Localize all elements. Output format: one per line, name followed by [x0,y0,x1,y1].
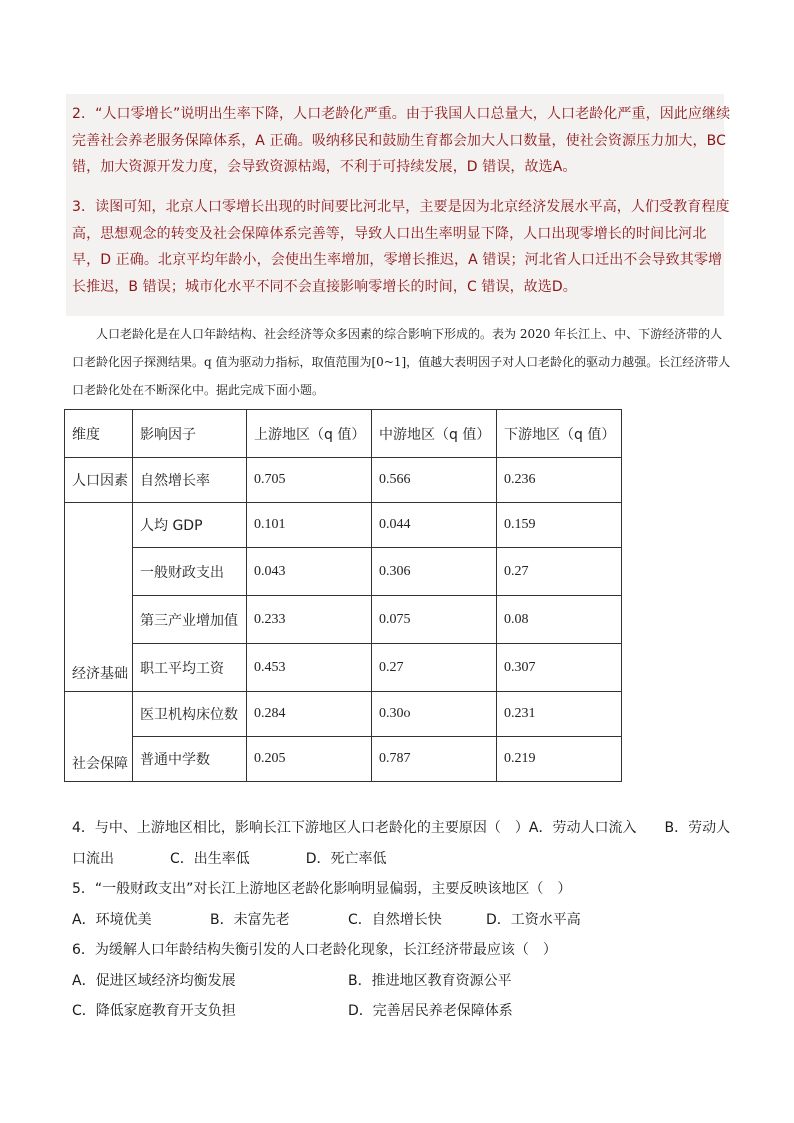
dimension-economy: 经济基础 [65,503,133,692]
option-6b: B．推进地区教育资源公平 [348,972,512,989]
option-4a: A．劳动人口流入 [528,820,637,836]
value-midstream: 0.306 [372,548,497,596]
value-midstream: 0.787 [372,737,497,782]
dimension-social-security: 社会保障 [65,692,133,782]
table-row [65,548,622,596]
value-downstream: 0.159 [497,503,622,548]
option-6c: C．降低家庭教育开支负担 [72,1003,236,1019]
aging-factor-table [64,409,622,782]
factor-cell: 第三产业增加值 [133,596,247,644]
value-upstream: 0.205 [247,737,372,782]
value-upstream: 0.453 [247,644,372,692]
option-5a: A．环境优美 [72,911,152,928]
value-upstream: 0.043 [247,548,372,596]
table-row [65,737,622,782]
factor-cell: 医卫机构床位数 [133,692,247,737]
answer-3-text: 3．读图可知，北京人口零增长出现的时间要比河北早，主要是因为北京经济发展水平高，人们受教育程度高，思想观念的转变及社会保障体系完善等，导致人口出生率明显下降，人口出现零增长的时间比河北早，D 正确。北京平均年龄小，会使出生率增加，零增长推迟，A 错误；河北省人口迁出不会导致其零增长推迟，B 错误；城市化水平不同不会直接影响零增长的时间，C 错误，故选D。 [72,199,730,295]
value-midstream: 0.27 [372,644,497,692]
factor-cell: 职工平均工资 [133,644,247,692]
table-row [65,458,622,503]
option-6d: D．完善居民养老保障体系 [348,1003,513,1019]
table-row [65,644,622,692]
dimension-population: 人口因素 [65,458,133,503]
header-upstream: 上游地区（q 值） [247,410,372,458]
option-4b: B．劳动人口流出 [72,820,731,867]
value-upstream: 0.705 [247,458,372,503]
value-upstream: 0.101 [247,503,372,548]
value-downstream: 0.307 [497,644,622,692]
factor-cell: 一般财政支出 [133,548,247,596]
value-downstream: 0.219 [497,737,622,782]
question-6-stem: 6．为缓解人口年龄结构失衡引发的人口老龄化现象，长江经济带最应该（ ） [72,942,557,958]
question-6-options-row1 [72,966,732,997]
question-list [72,813,732,1027]
option-5b: B．未富先老 [210,911,290,928]
value-downstream: 0.27 [497,548,622,596]
question-5-stem: 5．“一般财政支出”对长江上游地区老龄化影响明显偏弱，主要反映该地区（ ） [72,881,572,897]
value-upstream: 0.233 [247,596,372,644]
answer-2-text: 2．“人口零增长”说明出生率下降，人口老龄化严重。由于我国人口总量大，人口老龄化严重，因此应继续完善社会养老服务保障体系，A 正确。吸纳移民和鼓励生育都会加大人口数量，使社会资源压力加大，BC 错，加大资源开发力度，会导致资源枯竭，不利于可持续发展，D 错误，故选A。 [72,106,731,175]
table-header-row [65,410,622,458]
question-intro [72,320,732,404]
option-6a: A．促进区域经济均衡发展 [72,972,236,989]
value-midstream: 0.044 [372,503,497,548]
question-4-stem: 4．与中、上游地区相比，影响长江下游地区人口老龄化的主要原因（ ） [72,820,529,836]
table-row [65,503,622,548]
value-downstream: 0.236 [497,458,622,503]
option-5c: C．自然增长快 [348,911,442,928]
question-6-options-row2 [72,996,732,1027]
value-downstream: 0.08 [497,596,622,644]
header-factor: 影响因子 [133,410,247,458]
header-dimension: 维度 [65,410,133,458]
value-downstream: 0.231 [497,692,622,737]
table-row [65,596,622,644]
table-row [65,692,622,737]
value-upstream: 0.284 [247,692,372,737]
factor-cell: 人均 GDP [133,503,247,548]
option-5d: D．工资水平高 [486,911,581,928]
option-4c: C．出生率低 [170,850,250,867]
answer-explanation-2 [72,101,732,181]
factor-cell: 自然增长率 [133,458,247,503]
factor-cell: 普通中学数 [133,737,247,782]
question-4 [72,813,732,874]
question-5-options [72,905,732,936]
intro-text: 人口老龄化是在人口年龄结构、社会经济等众多因素的综合影响下形成的。表为 2020 年长江上、中、下游经济带的人口老龄化因子探测结果。q 值为驱动力指标，取值范围为[0~1]，值越大表明因子对人口老龄化的驱动力越强。长江经济带人口老龄化处在不断深化中。据此完成下面小题。 [72,327,731,397]
value-midstream: 0.30o [372,692,497,737]
value-midstream: 0.566 [372,458,497,503]
option-4d: D．死亡率低 [305,850,387,867]
value-midstream: 0.075 [372,596,497,644]
header-downstream: 下游地区（q 值） [497,410,622,458]
answer-explanation-3 [72,194,732,300]
header-midstream: 中游地区（q 值） [372,410,497,458]
